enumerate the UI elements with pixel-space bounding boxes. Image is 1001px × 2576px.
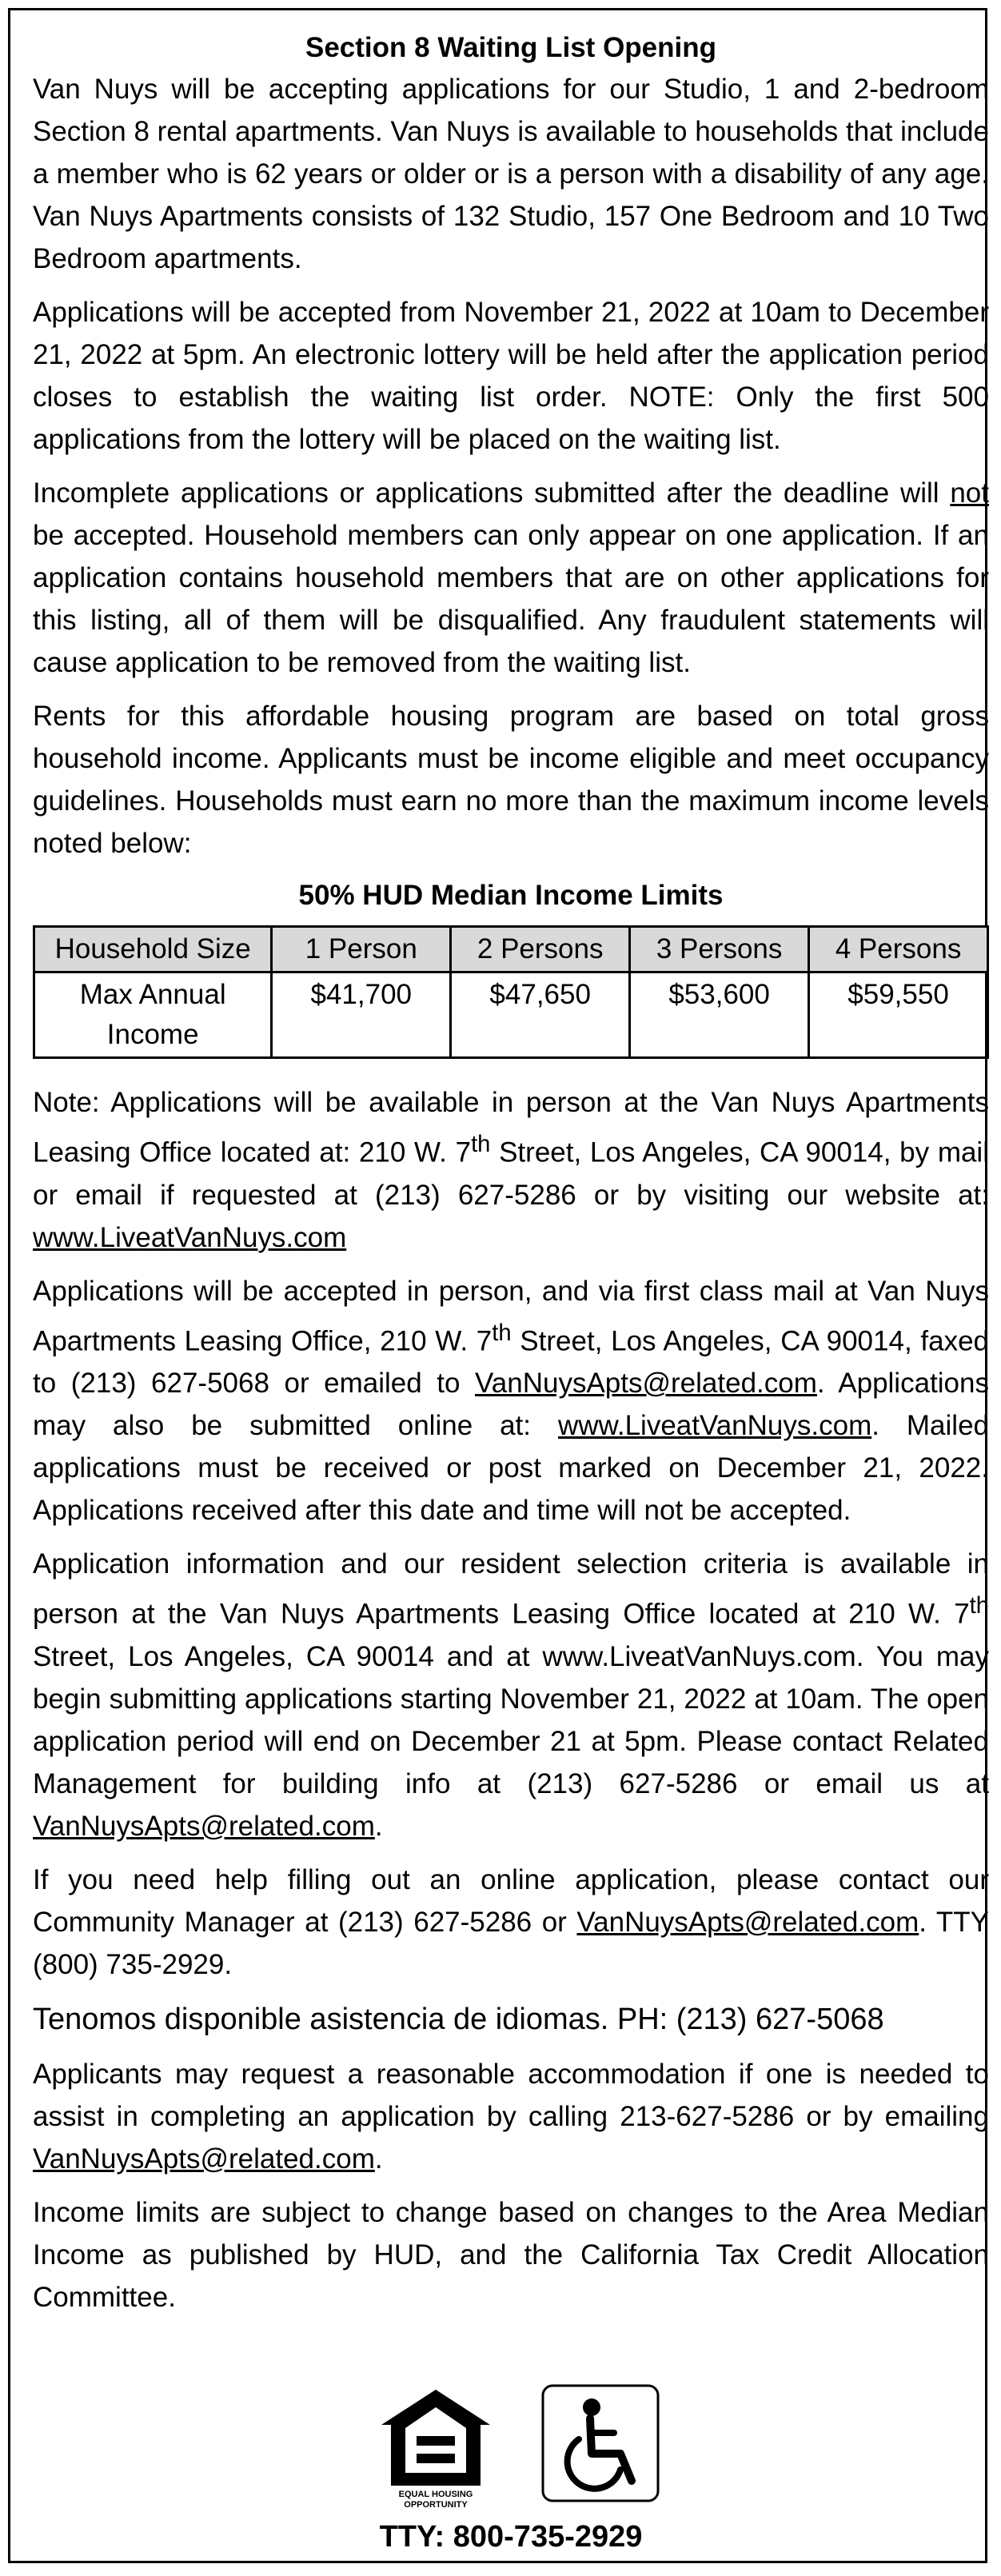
email-link[interactable]: VanNuysApts@related.com — [33, 1810, 375, 1842]
website-link[interactable]: www.LiveatVanNuys.com — [557, 1410, 872, 1442]
eho-logo-text: EQUAL HOUSING OPPORTUNITY — [398, 2490, 473, 2510]
table-cell: Max Annual Income — [34, 972, 272, 1058]
paragraph-dates: Applications will be accepted from November 21, 2022 at 10am to December 21, 2022 at 5pm. An electronic lottery will be held after the application period closes to establish the waiting list order. NOTE: Only the first 500 applications from the lottery will be placed on the waiting list. — [33, 297, 989, 455]
text-segment: . — [374, 1810, 383, 1842]
table-title: 50% HUD Median Income Limits — [298, 880, 724, 911]
table-cell: $47,650 — [451, 972, 630, 1058]
paragraph-availability — [33, 1081, 989, 1259]
language-assistance: Tenomos disponible asistencia de idiomas. PH: (213) 627-5068 — [33, 2002, 884, 2036]
logo-row — [33, 2383, 989, 2510]
text-segment: Street, Los Angeles, CA 90014 and at www.LiveatVanNuys.com. You may begin submitting applications starting November 21, 2022 at 10am. The open application period will end on December 21 at 5pm. Please contact Related Management for building info at (213) 627-5286 or email us at — [33, 1640, 989, 1799]
paragraph-intro: Van Nuys will be accepting applications for our Studio, 1 and 2-bedroom Section 8 rental apartments. Van Nuys is available to households that include a member who is 62 years or older or is a person with a disability of any age. Van Nuys Apartments consists of 132 Studio, 157 One Bedroom and 10 Two Bedroom apartments. — [33, 74, 989, 274]
text-segment: Applicants may request a reasonable accommodation if one is needed to assist in completing an application by calling 213-627-5286 or by emailing — [33, 2058, 989, 2132]
text-segment: . — [374, 2143, 383, 2175]
table-row — [34, 972, 988, 1058]
table-header: 4 Persons — [809, 927, 988, 972]
text-segment: Street, Los Angeles, CA 90014, by mail or email if requested at (213) 627-5286 or by visiting our website at: — [33, 1136, 989, 1211]
income-limits-table — [33, 925, 989, 1059]
text-segment: Applications will be accepted in person, and via first class mail at Van Nuys Apartments Leasing Office, 210 W. 7 — [33, 1275, 989, 1357]
paragraph-submission — [33, 1270, 989, 1532]
website-link[interactable]: www.LiveatVanNuys.com — [33, 1221, 347, 1253]
table-header: Household Size — [34, 927, 272, 972]
ordinal-suffix: th — [969, 1593, 989, 1619]
text-segment: . Applications may also be submitted online at: — [33, 1368, 989, 1442]
table-cell: $59,550 — [809, 972, 988, 1058]
paragraph-help — [33, 1859, 989, 1986]
equal-housing-opportunity-icon — [372, 2383, 500, 2511]
table-cell: $53,600 — [630, 972, 809, 1058]
page-title: Section 8 Waiting List Opening — [305, 32, 716, 63]
wheelchair-accessible-icon — [540, 2383, 660, 2503]
ordinal-suffix: th — [492, 1320, 512, 1346]
notice-frame — [8, 8, 987, 2563]
paragraph-rents: Rents for this affordable housing program are based on total gross household income. Applicants must be income eligible and meet occupancy guidelines. Households must earn no more than the maximum income levels noted below: — [33, 701, 989, 859]
table-header: 2 Persons — [451, 927, 630, 972]
text-segment: If you need help filling out an online application, please contact our Community Manager at (213) 627-5286 or — [33, 1863, 989, 1938]
table-cell: $41,700 — [272, 972, 451, 1058]
emphasis-not: not — [950, 477, 989, 509]
paragraph-eligibility — [33, 472, 989, 684]
ordinal-suffix: th — [471, 1132, 491, 1157]
paragraph-income-limits-note: Income limits are subject to change based on changes to the Area Median Income as published by HUD, and the California Tax Credit Allocation Committee. — [33, 2196, 989, 2313]
email-link[interactable]: VanNuysApts@related.com — [33, 2143, 375, 2175]
text-segment: . TTY (800) 735-2929. — [33, 1906, 989, 1980]
tty-number: TTY: 800-735-2929 — [379, 2520, 643, 2554]
text-segment: Street, Los Angeles, CA 90014, faxed to (213) 627-5068 or emailed to — [33, 1325, 989, 1400]
email-link[interactable]: VanNuysApts@related.com — [475, 1368, 817, 1400]
text-segment: Note: Applications will be available in person at the Van Nuys Apartments Leasing Office located at: 210 W. 7 — [33, 1087, 989, 1168]
text-segment: Incomplete applications or applications submitted after the deadline will — [33, 477, 951, 509]
table-header-row — [34, 927, 988, 972]
paragraph-selection-criteria — [33, 1543, 989, 1847]
email-link[interactable]: VanNuysApts@related.com — [576, 1906, 919, 1938]
table-header: 1 Person — [272, 927, 451, 972]
text-segment: . Mailed applications must be received or post marked on December 21, 2022. Applications received after this date and time will not be accepted. — [33, 1410, 989, 1527]
table-header: 3 Persons — [630, 927, 809, 972]
notice-content — [33, 28, 989, 2554]
text-segment: Application information and our resident selection criteria is available in person at the Van Nuys Apartments Leasing Office located at 210 W. 7 — [33, 1548, 989, 1630]
text-segment: be accepted. Household members can only appear on one application. If an application contains household members that are on other applications for this listing, all of them will be disqualified. Any fraudulent statements will cause application to be removed from the waiting list. — [33, 520, 989, 678]
paragraph-accommodation — [33, 2053, 989, 2180]
